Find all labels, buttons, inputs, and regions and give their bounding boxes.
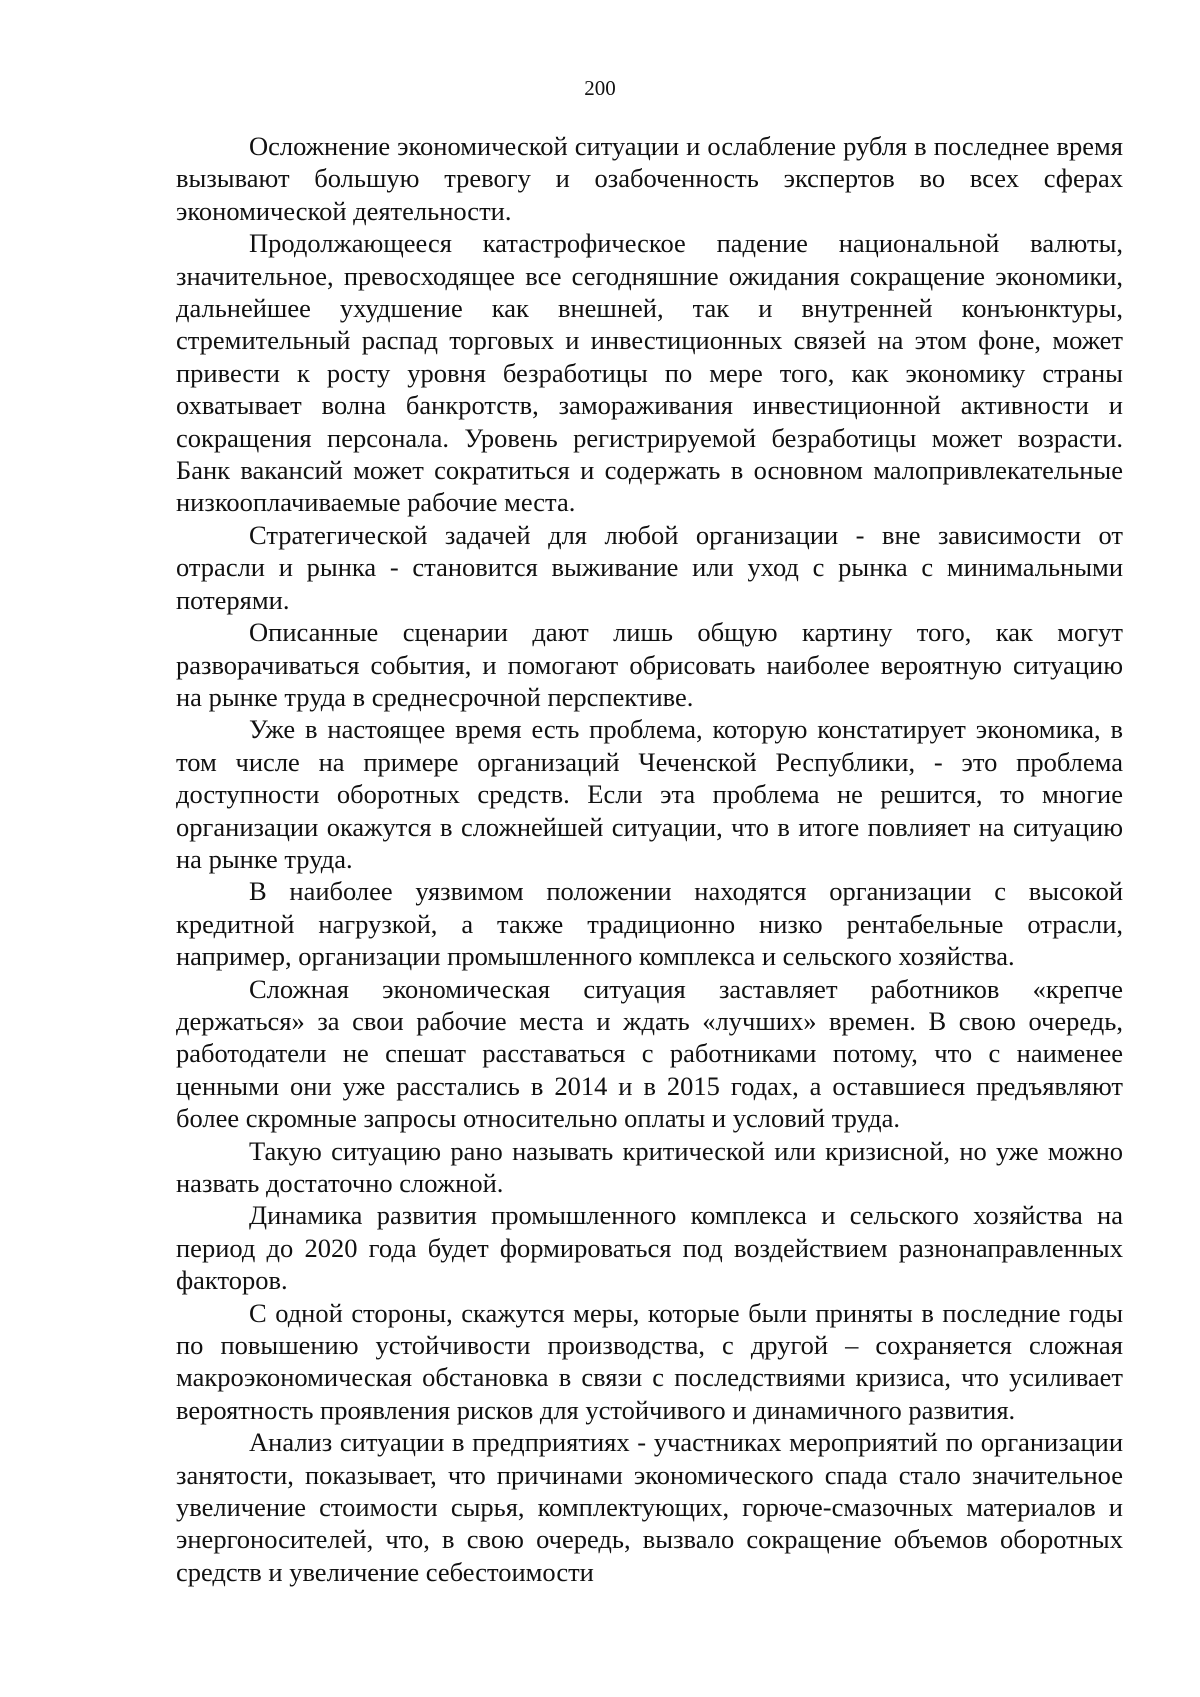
paragraph-9: Динамика развития промышленного комплекса и сельского хозяйства на период до 2020 года будет формироваться под воздействием разнонаправленных факторов. (176, 1200, 1123, 1296)
paragraph-5: Уже в настоящее время есть проблема, которую констатирует экономика, в том числе на примере организаций Чеченской Республики, - это проблема доступности оборотных средств. Если эта проблема не решится, то многие организации окажутся в сложнейшей ситуации, что в итоге повлияет на ситуацию на рынке труда. (176, 714, 1123, 874)
paragraph-3: Стратегической задачей для любой организации - вне зависимости от отрасли и рынка - становится выживание или уход с рынка с минимальными потерями. (176, 519, 1123, 615)
paragraph-8: Такую ситуацию рано называть критической или кризисной, но уже можно назвать достаточно сложной. (176, 1135, 1123, 1198)
page-number: 200 (584, 76, 616, 100)
paragraph-4: Описанные сценарии дают лишь общую картину того, как могут разворачиваться события, и помогают обрисовать наиболее вероятную ситуацию на рынке труда в среднесрочной перспективе. (176, 617, 1123, 712)
body-text (176, 130, 1123, 1588)
paragraph-7: Сложная экономическая ситуация заставляет работников «крепче держаться» за свои рабочие места и ждать «лучших» времен. В свою очередь, работодатели не спешат расставаться с работниками потому, что с наименее ценными они уже расстались в 2014 и в 2015 годах, а оставшиеся предъявляют более скромные запросы относительно оплаты и условий труда. (176, 973, 1123, 1134)
paragraph-6: В наиболее уязвимом положении находятся организации с высокой кредитной нагрузкой, а также традиционно низко рентабельные отрасли, например, организации промышленного комплекса и сельского хозяйства. (176, 876, 1123, 972)
paragraph-2: Продолжающееся катастрофическое падение национальной валюты, значительное, превосходящее все сегодняшние ожидания сокращение экономики, дальнейшее ухудшение как внешней, так и внутренней конъюнктуры, стремительный распад торговых и инвестиционных связей на этом фоне, может привести к росту уровня безработицы по мере того, как экономику страны охватывает волна банкротств, замораживания инвестиционной активности и сокращения персонала. Уровень регистрируемой безработицы может возрасти. Банк вакансий может сократиться и содержать в основном малопривлекательные низкооплачиваемые рабочие места. (176, 228, 1123, 518)
paragraph-10: С одной стороны, скажутся меры, которые были приняты в последние годы по повышению устойчивости производства, с другой – сохраняется сложная макроэкономическая обстановка в связи с последствиями кризиса, что усиливает вероятность проявления рисков для устойчивого и динамичного развития. (176, 1297, 1123, 1425)
paragraph-11: Анализ ситуации в предприятиях - участниках мероприятий по организации занятости, показывает, что причинами экономического спада стало значительное увеличение стоимости сырья, комплектующих, горюче-смазочных материалов и энергоносителей, что, в свою очередь, вызвало сокращение объемов оборотных средств и увеличение себестоимости (176, 1427, 1123, 1587)
paragraph-1: Осложнение экономической ситуации и ослабление рубля в последнее время вызывают большую тревогу и озабоченность экспертов во всех сферах экономической деятельности. (176, 131, 1123, 226)
